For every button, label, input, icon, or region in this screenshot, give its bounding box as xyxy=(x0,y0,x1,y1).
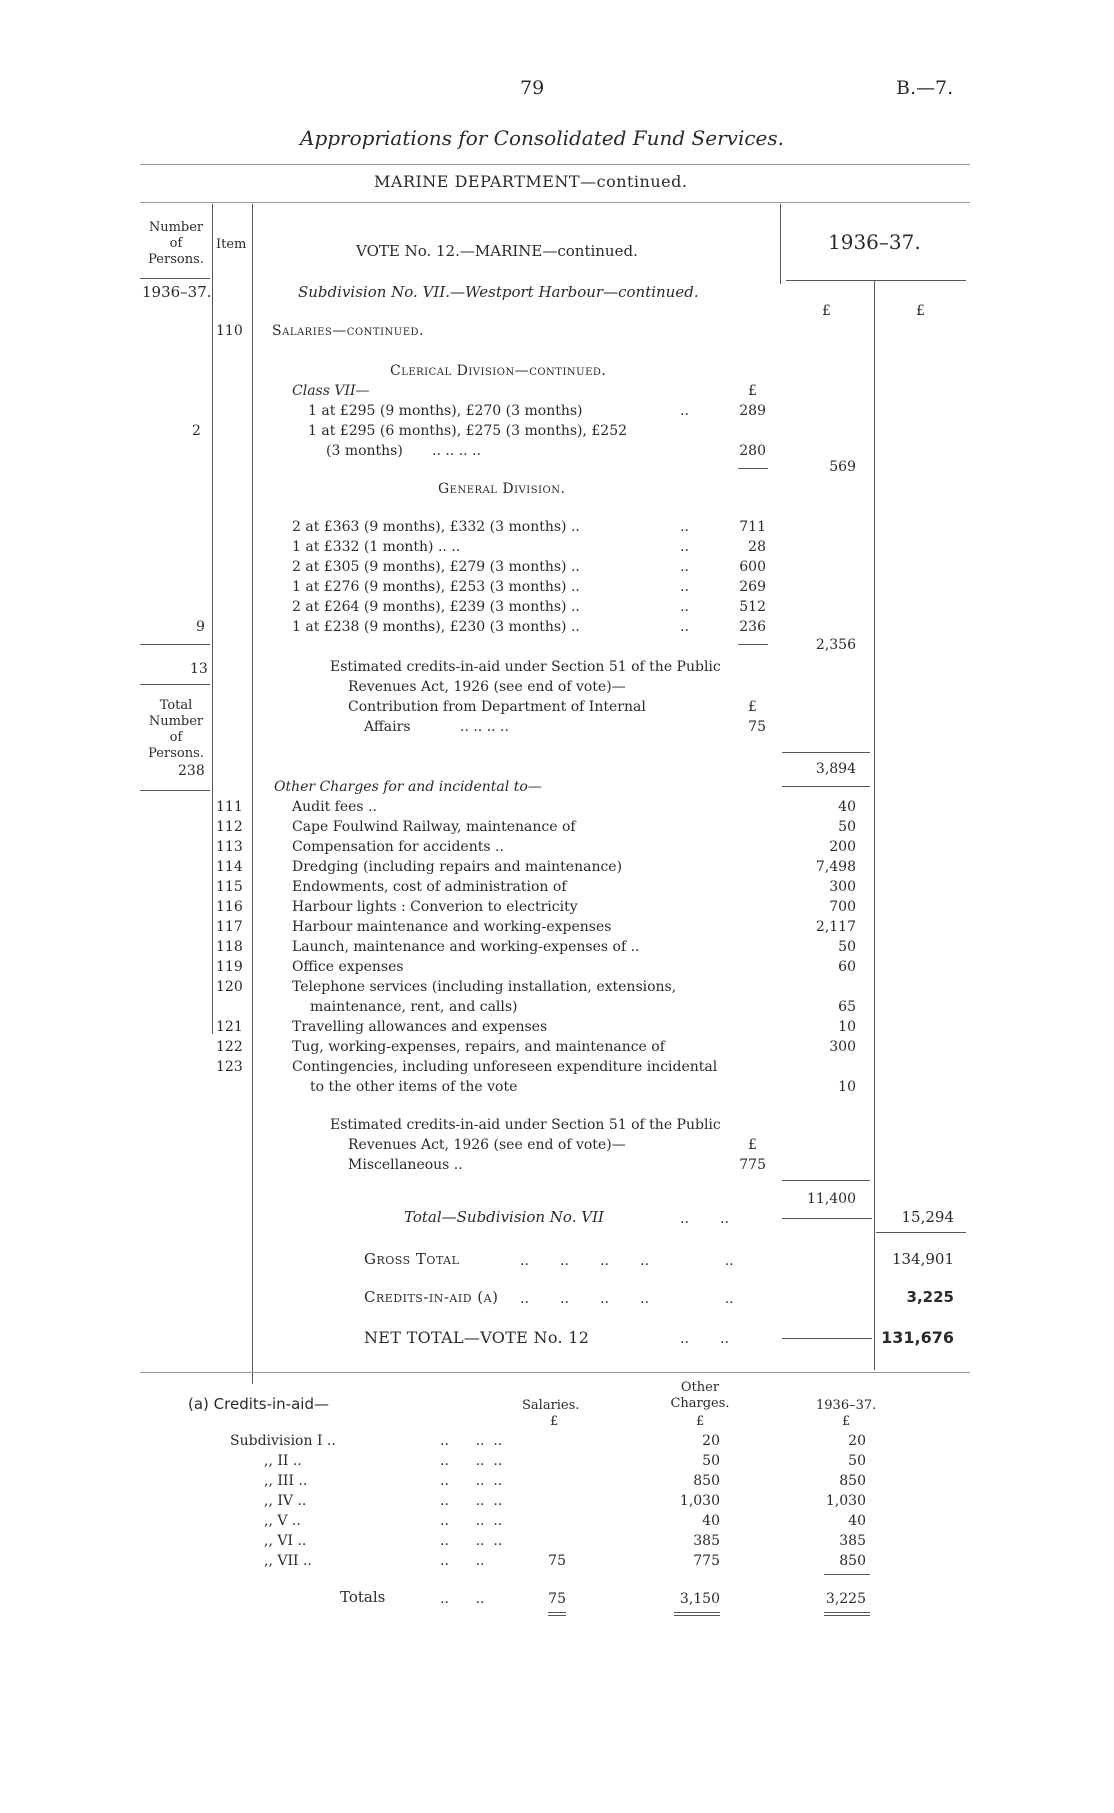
persons-column-rule xyxy=(212,204,213,1034)
footnote-row-dots: .. .. .. xyxy=(440,1473,503,1489)
total-pound-header: £ xyxy=(916,303,925,319)
other-charge-description: Audit fees .. xyxy=(292,799,377,815)
other-charge-item-number: 123 xyxy=(216,1059,243,1075)
salaries-total: 3,894 xyxy=(815,761,856,777)
footnote-row-salaries: 75 xyxy=(548,1553,566,1569)
class-label: Class VII— xyxy=(292,383,370,399)
clerical-line: (3 months) xyxy=(326,443,403,459)
general-line-dots: .. xyxy=(680,539,689,555)
gross-total-dots: .. .. .. .. .. xyxy=(520,1253,734,1269)
year-column-header: 1936–37. xyxy=(828,230,921,254)
other-charge-description: Harbour maintenance and working-expenses xyxy=(292,919,612,935)
other-charge-amount: 40 xyxy=(838,799,856,815)
title-rule xyxy=(140,164,970,165)
footnote-row-dots: .. .. xyxy=(440,1553,485,1569)
other-charge-description: Launch, maintenance and working-expenses of .. xyxy=(292,939,640,955)
general-line-amount: 236 xyxy=(739,619,766,635)
footnote-row-total: 850 xyxy=(839,1553,866,1569)
clerical-line: 1 at £295 (6 months), £275 (3 months), £252 xyxy=(308,423,628,439)
persons-subtotal-rule xyxy=(140,644,210,645)
footnote-totals-salaries: 75 xyxy=(548,1591,566,1607)
other-credits-line: Estimated credits-in-aid under Section 51 of the Public xyxy=(330,1117,721,1133)
footnote-row-label: ,, VI .. xyxy=(264,1533,307,1549)
footnote-row-label: ,, VII .. xyxy=(264,1553,312,1569)
other-charge-item-number: 120 xyxy=(216,979,243,995)
general-line-dots: .. xyxy=(680,579,689,595)
other-charge-description: Telephone services (including installation, extensions, xyxy=(292,979,677,995)
footnote-totals-total: 3,225 xyxy=(825,1591,866,1607)
other-charge-amount: 10 xyxy=(838,1019,856,1035)
total-persons: 238 xyxy=(178,763,205,779)
footnote-row-other: 40 xyxy=(702,1513,720,1529)
footnote-row-label: Subdivision I .. xyxy=(230,1433,336,1449)
persons-subtotal: 13 xyxy=(190,661,208,677)
gross-total-label: Gross Total xyxy=(364,1250,460,1268)
footnote-row-dots: .. .. .. xyxy=(440,1533,503,1549)
footnote-row-total: 1,030 xyxy=(825,1493,866,1509)
other-charge-item-number: 118 xyxy=(216,939,243,955)
footnote-total-double-rule xyxy=(824,1615,870,1616)
other-charge-amount: 300 xyxy=(829,879,856,895)
clerical-sum-rule xyxy=(738,468,768,469)
subdivision-total-dots: .. .. xyxy=(680,1211,729,1227)
subdivision-total-label: Total—Subdivision No. VII xyxy=(404,1208,604,1226)
other-charge-item-number: 111 xyxy=(216,799,243,815)
clerical-division-heading: Clerical Division—continued. xyxy=(390,363,607,379)
other-charge-description: Office expenses xyxy=(292,959,404,975)
subdivision-total-amount: 15,294 xyxy=(901,1208,954,1226)
other-charge-description: Compensation for accidents .. xyxy=(292,839,504,855)
total-persons-bottom-rule xyxy=(140,790,210,791)
footnote-row-other: 50 xyxy=(702,1453,720,1469)
net-total-amount: 131,676 xyxy=(881,1328,954,1347)
footnote-year-header: 1936–37. xyxy=(816,1398,877,1413)
other-charge-item-number: 117 xyxy=(216,919,243,935)
general-persons-count: 9 xyxy=(196,619,205,635)
footnote-row-total: 20 xyxy=(848,1433,866,1449)
salaries-credits-amount: 75 xyxy=(748,719,766,735)
footnote-total-column-rule xyxy=(824,1574,870,1575)
footnote-row-label: ,, III .. xyxy=(264,1473,308,1489)
general-line-amount: 711 xyxy=(739,519,766,535)
other-charge-amount: 10 xyxy=(838,1079,856,1095)
general-line: 1 at £238 (9 months), £230 (3 months) .. xyxy=(292,619,580,635)
salaries-heading: Salaries—continued. xyxy=(272,323,424,339)
footnote-row-label: ,, II .. xyxy=(264,1453,302,1469)
footnote-totals-label: Totals xyxy=(340,1588,386,1606)
other-charge-description: Contingencies, including unforeseen expenditure incidental xyxy=(292,1059,718,1075)
clerical-line-amount: 289 xyxy=(739,403,766,419)
clerical-line-dots: .. .. .. .. xyxy=(432,443,481,459)
subdivision-heading: Subdivision No. VII.—Westport Harbour—continued. xyxy=(298,283,699,301)
general-total: 2,356 xyxy=(815,637,856,653)
other-charge-amount: 700 xyxy=(829,899,856,915)
salaries-credits-line: Contribution from Department of Internal xyxy=(348,699,646,715)
general-line-dots: .. xyxy=(680,519,689,535)
clerical-pound-sign: £ xyxy=(748,383,757,399)
vote-title: VOTE No. 12.—MARINE—continued. xyxy=(356,242,638,260)
page-title: Appropriations for Consolidated Fund Services. xyxy=(300,126,785,150)
subdivision-total-bottom-rule xyxy=(876,1232,966,1233)
general-line-dots: .. xyxy=(680,559,689,575)
other-charge-description-cont: to the other items of the vote xyxy=(310,1079,518,1095)
other-charge-item-number: 122 xyxy=(216,1039,243,1055)
general-division-heading: General Division. xyxy=(438,481,566,497)
salaries-credits-dots: .. .. .. .. xyxy=(460,719,509,735)
salaries-credits-line: Affairs xyxy=(364,719,411,735)
clerical-persons-count: 2 xyxy=(192,423,201,439)
footnote-salaries-double-rule xyxy=(548,1615,566,1616)
other-charge-description: Endowments, cost of administration of xyxy=(292,879,567,895)
document-reference: B.—7. xyxy=(896,77,954,99)
general-line: 2 at £363 (9 months), £332 (3 months) .. xyxy=(292,519,580,535)
other-charges-total-rule xyxy=(782,1180,870,1181)
other-charge-amount: 300 xyxy=(829,1039,856,1055)
other-charge-amount: 60 xyxy=(838,959,856,975)
other-charge-amount: 7,498 xyxy=(815,859,856,875)
total-persons-label: Total Number of Persons. xyxy=(148,698,204,761)
footnote-row-other: 385 xyxy=(693,1533,720,1549)
footnote-other-pound: £ xyxy=(696,1414,705,1429)
page-number: 79 xyxy=(520,77,545,99)
net-total-label: NET TOTAL—VOTE No. 12 xyxy=(364,1328,590,1347)
other-charge-item-number: 116 xyxy=(216,899,243,915)
other-charge-description: Travelling allowances and expenses xyxy=(292,1019,548,1035)
footnote-row-label: ,, V .. xyxy=(264,1513,301,1529)
other-charge-item-number: 113 xyxy=(216,839,243,855)
footnote-salaries-header: Salaries. xyxy=(522,1398,580,1413)
footnote-row-label: ,, IV .. xyxy=(264,1493,307,1509)
other-charge-description: Harbour lights : Converion to electricity xyxy=(292,899,578,915)
general-line: 2 at £264 (9 months), £239 (3 months) .. xyxy=(292,599,580,615)
other-charge-description-cont: maintenance, rent, and calls) xyxy=(310,999,518,1015)
other-charge-amount: 50 xyxy=(838,819,856,835)
other-charge-item-number: 121 xyxy=(216,1019,243,1035)
net-total-rule xyxy=(782,1338,872,1339)
footnote-other-header: Other Charges. xyxy=(670,1380,730,1411)
other-charge-description: Tug, working-expenses, repairs, and maintenance of xyxy=(292,1039,665,1055)
footnote-row-dots: .. .. .. xyxy=(440,1513,503,1529)
clerical-line-dots: .. xyxy=(680,403,689,419)
footnote-label: (a) Credits-in-aid— xyxy=(188,1395,329,1413)
other-charge-amount: 50 xyxy=(838,939,856,955)
year-header-rule xyxy=(786,280,966,281)
footnote-row-dots: .. .. .. xyxy=(440,1453,503,1469)
salaries-item-number: 110 xyxy=(216,323,243,339)
salaries-credits-line: Estimated credits-in-aid under Section 51 of the Public xyxy=(330,659,721,675)
footnote-year-pound: £ xyxy=(842,1414,851,1429)
amount-column-rule xyxy=(780,204,781,284)
footnote-row-total: 850 xyxy=(839,1473,866,1489)
footnote-row-other: 1,030 xyxy=(679,1493,720,1509)
footnote-row-dots: .. .. .. xyxy=(440,1493,503,1509)
net-total-dots: .. .. xyxy=(680,1331,729,1347)
footnote-row-dots: .. .. .. xyxy=(440,1433,503,1449)
footnote-row-other: 850 xyxy=(693,1473,720,1489)
footnote-row-total: 50 xyxy=(848,1453,866,1469)
general-line: 1 at £276 (9 months), £253 (3 months) .. xyxy=(292,579,580,595)
persons-column-header: Number of Persons. xyxy=(148,220,204,267)
footnote-row-total: 40 xyxy=(848,1513,866,1529)
department-rule xyxy=(140,202,970,203)
persons-total-rule xyxy=(140,684,210,685)
other-charge-item-number: 112 xyxy=(216,819,243,835)
general-line-amount: 512 xyxy=(739,599,766,615)
general-line-amount: 600 xyxy=(739,559,766,575)
footnote-total-double-rule xyxy=(824,1612,870,1613)
footnote-row-other: 775 xyxy=(693,1553,720,1569)
footnote-row-total: 385 xyxy=(839,1533,866,1549)
general-line: 2 at £305 (9 months), £279 (3 months) .. xyxy=(292,559,580,575)
department-heading: MARINE DEPARTMENT—continued. xyxy=(374,172,688,191)
credits-in-aid-label: Credits-in-aid (a) xyxy=(364,1288,499,1306)
footnote-totals-dots: .. .. xyxy=(440,1591,485,1607)
general-line-dots: .. xyxy=(680,619,689,635)
other-charge-description: Dredging (including repairs and maintenance) xyxy=(292,859,623,875)
subdivision-total-rule xyxy=(782,1218,872,1219)
credits-in-aid-dots: .. .. .. .. .. xyxy=(520,1291,734,1307)
other-charge-item-number: 115 xyxy=(216,879,243,895)
other-charge-amount: 2,117 xyxy=(815,919,856,935)
general-line-amount: 28 xyxy=(748,539,766,555)
other-credits-line: Miscellaneous .. xyxy=(348,1157,463,1173)
other-credits-amount: 775 xyxy=(739,1157,766,1173)
other-charge-item-number: 119 xyxy=(216,959,243,975)
other-charges-heading: Other Charges for and incidental to— xyxy=(274,779,542,795)
salaries-total-top-rule xyxy=(782,752,870,753)
other-charge-amount: 65 xyxy=(838,999,856,1015)
other-charge-description: Cape Foulwind Railway, maintenance of xyxy=(292,819,576,835)
other-credits-pound: £ xyxy=(748,1137,757,1153)
general-line: 1 at £332 (1 month) .. .. xyxy=(292,539,461,555)
footnote-other-double-rule xyxy=(674,1612,720,1613)
salaries-total-bottom-rule xyxy=(782,786,870,787)
item-column-rule xyxy=(252,204,253,1384)
footnote-row-other: 20 xyxy=(702,1433,720,1449)
footnote-other-double-rule xyxy=(674,1615,720,1616)
gross-total-amount: 134,901 xyxy=(891,1250,954,1268)
footnote-salaries-double-rule xyxy=(548,1612,566,1613)
item-column-header: Item xyxy=(216,237,247,252)
footnote-totals-other: 3,150 xyxy=(679,1591,720,1607)
other-charge-amount: 200 xyxy=(829,839,856,855)
salaries-credits-line: Revenues Act, 1926 (see end of vote)— xyxy=(348,679,626,695)
credits-in-aid-amount: 3,225 xyxy=(906,1288,954,1306)
footnote-salaries-pound: £ xyxy=(550,1414,559,1429)
other-credits-line: Revenues Act, 1926 (see end of vote)— xyxy=(348,1137,626,1153)
total-column-rule xyxy=(874,280,875,1370)
clerical-total: 569 xyxy=(829,459,856,475)
general-line-amount: 269 xyxy=(739,579,766,595)
persons-header-rule xyxy=(140,278,210,279)
general-line-dots: .. xyxy=(680,599,689,615)
other-charges-total: 11,400 xyxy=(807,1191,856,1207)
table-bottom-rule xyxy=(140,1372,970,1373)
clerical-line-amount: 280 xyxy=(739,443,766,459)
persons-year-header: 1936–37. xyxy=(142,283,212,301)
general-sum-rule xyxy=(738,644,768,645)
other-charge-item-number: 114 xyxy=(216,859,243,875)
salaries-credits-pound: £ xyxy=(748,699,757,715)
clerical-line: 1 at £295 (9 months), £270 (3 months) xyxy=(308,403,583,419)
amount-pound-header: £ xyxy=(822,303,831,319)
